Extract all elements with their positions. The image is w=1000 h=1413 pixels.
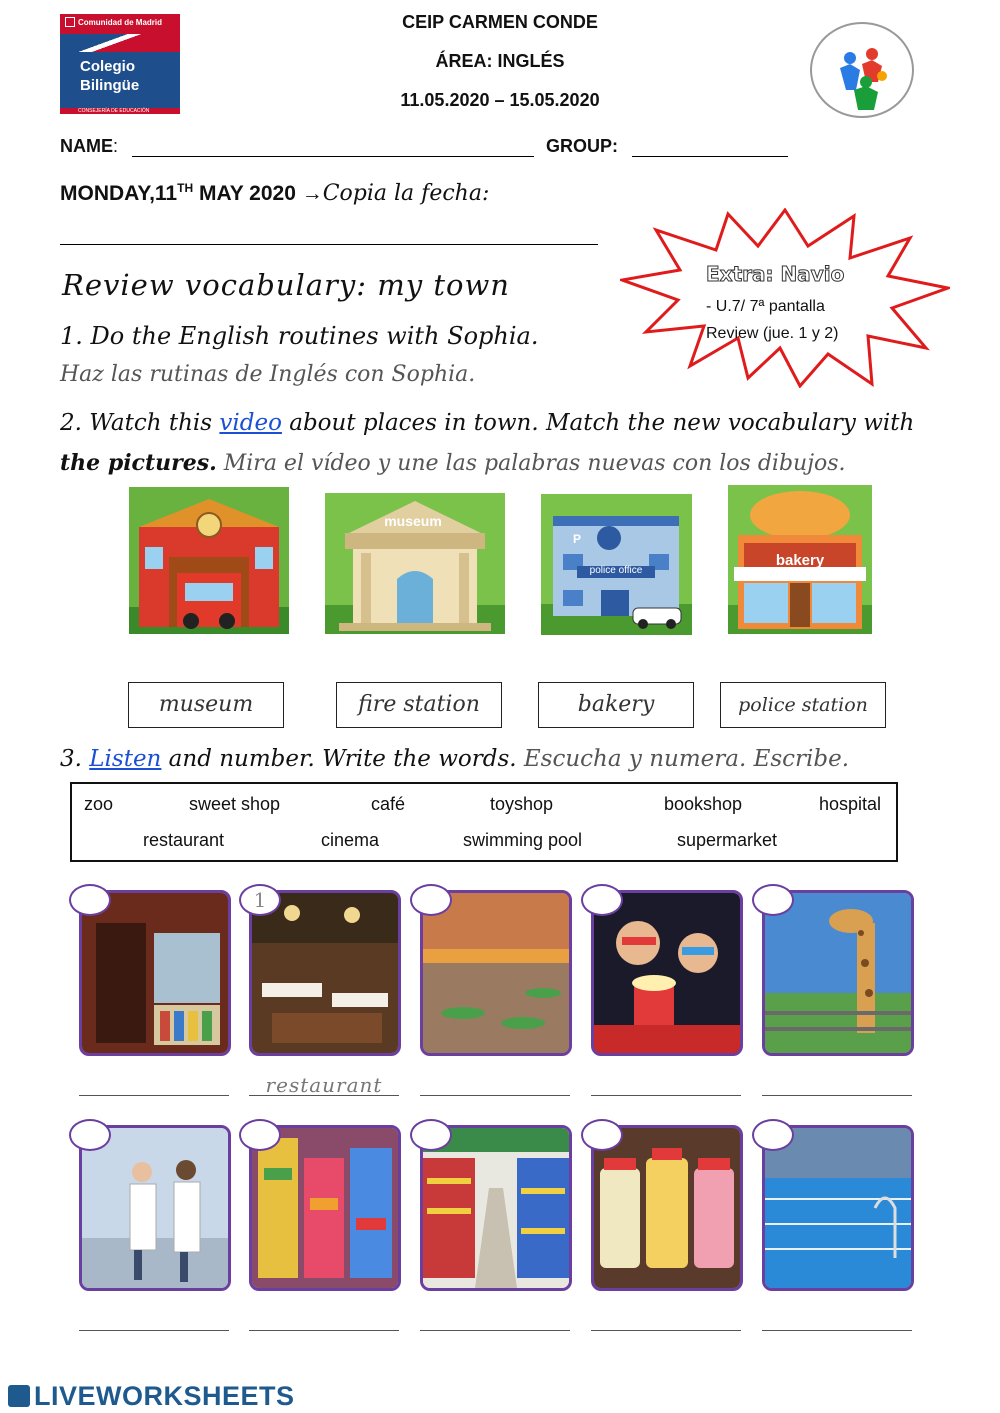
date-month-year: MAY 2020	[193, 182, 302, 205]
number-bubble[interactable]	[752, 1119, 794, 1151]
week-dates: 11.05.2020 – 15.05.2020	[400, 90, 600, 110]
word-bank-item: hospital	[819, 794, 882, 814]
group-label: GROUP:	[546, 136, 618, 156]
photo-bookshop	[79, 890, 231, 1056]
police-p-icon: P	[573, 532, 582, 546]
task2-line2-english: the pictures.	[60, 450, 217, 476]
answer-line[interactable]	[420, 1095, 570, 1096]
name-row: NAME:	[60, 136, 119, 156]
photo-toyshop	[249, 1125, 401, 1291]
bakery-sign: bakery	[775, 552, 825, 569]
number-bubble[interactable]	[581, 884, 623, 916]
liveworksheets-logo-icon	[8, 1385, 30, 1407]
copy-date-instruction: Copia la fecha:	[322, 181, 490, 206]
task2-post: about places in town. Match the new vocabulary with	[281, 410, 915, 436]
number-bubble[interactable]: 1	[239, 884, 281, 916]
task3-english: and number. Write the words.	[161, 746, 517, 772]
task2-line2	[60, 450, 846, 476]
answer-line[interactable]	[249, 1095, 399, 1096]
word-bank-item: cinema	[321, 830, 380, 850]
word-bank-item: sweet shop	[189, 794, 281, 814]
name-label: NAME	[60, 136, 113, 156]
task2-line1	[60, 410, 914, 436]
date-day: MONDAY,11	[60, 182, 178, 205]
school-name: CEIP CARMEN CONDE	[402, 12, 598, 32]
word-bank-item: supermarket	[677, 830, 778, 850]
listen-link[interactable]: Listen	[89, 746, 162, 772]
match-label-museum[interactable]: museum	[128, 682, 284, 728]
answer-line[interactable]	[591, 1095, 741, 1096]
extra-line2: Review (jue. 1 y 2)	[706, 325, 839, 342]
answer-line[interactable]	[79, 1095, 229, 1096]
police-sign: police office	[589, 565, 643, 576]
photo-hospital	[79, 1125, 231, 1291]
number-bubble[interactable]	[410, 1119, 452, 1151]
number-bubble[interactable]	[410, 884, 452, 916]
subject-area: ÁREA: INGLÉS	[435, 51, 565, 71]
group-input-line[interactable]	[632, 156, 788, 157]
answer-line[interactable]	[762, 1330, 912, 1331]
museum-sign: museum	[384, 513, 442, 529]
task3-line	[60, 746, 849, 772]
number-bubble[interactable]	[69, 884, 111, 916]
answer-text: restaurant	[265, 1073, 383, 1097]
photo-restaurant	[249, 890, 401, 1056]
match-label-bakery[interactable]: bakery	[538, 682, 694, 728]
word-bank	[70, 782, 898, 862]
task1-spanish: Haz las rutinas de Inglés con Sophia.	[60, 362, 476, 387]
logo-line1: Colegio	[80, 58, 135, 75]
task3-num: 3.	[60, 746, 90, 772]
extra-title: Extra: Navio	[706, 262, 845, 286]
word-bank-item: zoo	[84, 794, 114, 814]
photo-cafe	[420, 890, 572, 1056]
photo-zoo	[762, 890, 914, 1056]
task2-line2-spanish: Mira el vídeo y une las palabras nuevas con los dibujos.	[216, 451, 846, 476]
arrow-icon: →	[301, 182, 323, 205]
number-bubble[interactable]	[752, 884, 794, 916]
word-bank-item: swimming pool	[463, 830, 583, 850]
name-input-line[interactable]	[132, 156, 534, 157]
logo-top-text: Comunidad de Madrid	[78, 18, 162, 27]
match-label-fire-station[interactable]: fire station	[336, 682, 502, 728]
word-bank-item: toyshop	[490, 794, 554, 814]
date-input-line[interactable]	[60, 244, 598, 245]
school-seal-logo	[810, 22, 914, 118]
word-bank-item: restaurant	[143, 830, 225, 850]
task3-spanish: Escucha y numera. Escribe.	[516, 746, 850, 772]
logo-bottom-text: CONSEJERÍA DE EDUCACIÓN	[78, 108, 150, 114]
answer-line[interactable]	[591, 1330, 741, 1331]
number-bubble[interactable]	[239, 1119, 281, 1151]
answer-line[interactable]	[79, 1330, 229, 1331]
answer-line[interactable]	[762, 1095, 912, 1096]
task2-pre: 2. Watch this	[60, 410, 220, 436]
review-title: Review vocabulary: my town	[62, 268, 510, 302]
number-bubble[interactable]	[69, 1119, 111, 1151]
photo-swimming-pool	[762, 1125, 914, 1291]
answer-line[interactable]	[249, 1330, 399, 1331]
fire-station-picture	[129, 487, 289, 634]
logo-line2: Bilingüe	[80, 77, 140, 94]
liveworksheets-brand: LIVEWORKSHEETS	[34, 1381, 295, 1411]
uk-flag-icon	[60, 34, 180, 52]
photo-cinema	[591, 890, 743, 1056]
word-bank-item: café	[371, 794, 406, 814]
number-bubble[interactable]	[581, 1119, 623, 1151]
task1-english: 1. Do the English routines with Sophia.	[60, 322, 539, 350]
video-link[interactable]: video	[219, 410, 282, 436]
word-bank-item: bookshop	[664, 794, 743, 814]
date-line	[60, 181, 489, 206]
photo-sweet-shop	[591, 1125, 743, 1291]
match-label-police-station[interactable]: police station	[720, 682, 886, 728]
date-suffix: TH	[177, 181, 194, 195]
photo-supermarket	[420, 1125, 572, 1291]
answer-line[interactable]	[420, 1330, 570, 1331]
extra-line1: - U.7/ 7ª pantalla	[706, 298, 825, 315]
